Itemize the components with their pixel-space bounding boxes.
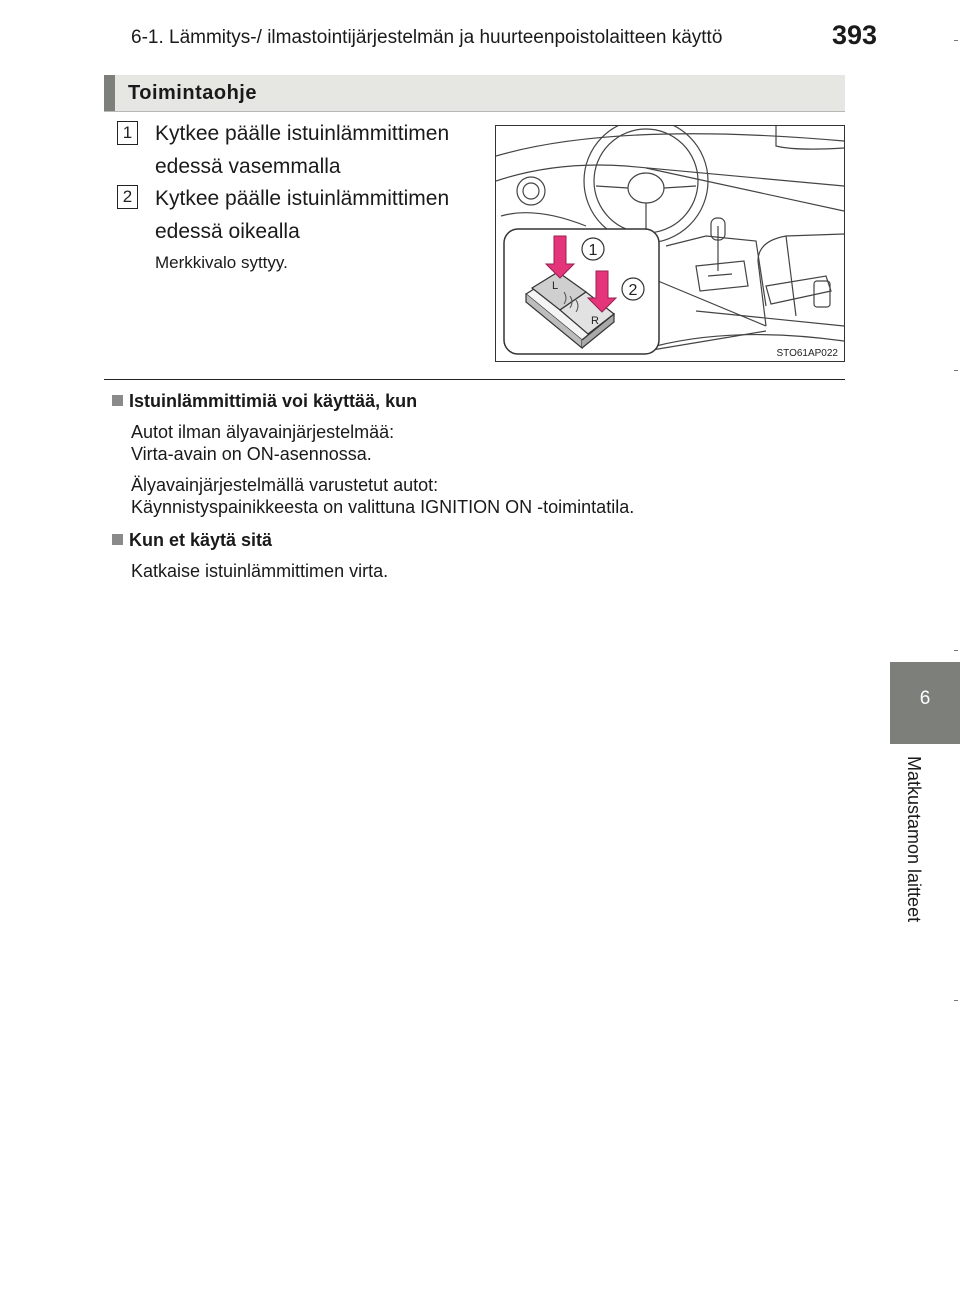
bullet-square-icon xyxy=(112,395,123,406)
bullet-square-icon xyxy=(112,534,123,545)
section-title: Toimintaohje xyxy=(128,82,257,104)
section-header xyxy=(104,75,845,112)
section-accent-bar xyxy=(104,75,115,111)
note-usage-paragraph-2: Älyavainjärjestelmällä varustetut autot: Käynnistyspainikkeesta on valittuna IGNITION ON -toimintatila. xyxy=(131,475,635,517)
seat-heater-illustration xyxy=(495,125,845,362)
chapter-title: 6-1. Lämmitys-/ ilmastointijärjestelmän ja huurteenpoistolaitteen käyttö xyxy=(131,27,723,48)
note-heading-not-in-use: Kun et käytä sitä xyxy=(112,530,272,551)
chapter-tab-label: Matkustamon laitteet xyxy=(904,756,924,923)
callout-2: 2 xyxy=(628,282,638,299)
edge-tick xyxy=(954,370,958,371)
callout-1: 1 xyxy=(588,242,598,259)
figure-code: STO61AP022 xyxy=(776,348,838,359)
step-2-text: Kytkee päälle istuinlämmittimen edessä oikealla xyxy=(155,187,450,243)
step-2-marker: 2 xyxy=(117,185,138,209)
edge-tick xyxy=(954,1000,958,1001)
section-divider xyxy=(104,379,845,380)
chapter-tab xyxy=(890,662,960,744)
note-heading-usage: Istuinlämmittimiä voi käyttää, kun xyxy=(112,391,417,412)
step-1-text: Kytkee päälle istuinlämmittimen edessä vasemmalla xyxy=(155,122,450,178)
edge-tick xyxy=(954,40,958,41)
switch-label-right: R xyxy=(591,315,599,327)
note-not-in-use-paragraph: Katkaise istuinlämmittimen virta. xyxy=(131,561,389,581)
step-note: Merkkivalo syttyy. xyxy=(155,253,288,272)
step-1-marker: 1 xyxy=(117,121,138,145)
note-usage-paragraph-1: Autot ilman älyavainjärjestelmää: Virta-avain on ON-asennossa. xyxy=(131,422,395,464)
switch-label-left: L xyxy=(552,280,559,292)
page-number: 393 xyxy=(831,20,877,50)
edge-tick xyxy=(954,650,958,651)
chapter-tab-number: 6 xyxy=(919,688,931,709)
